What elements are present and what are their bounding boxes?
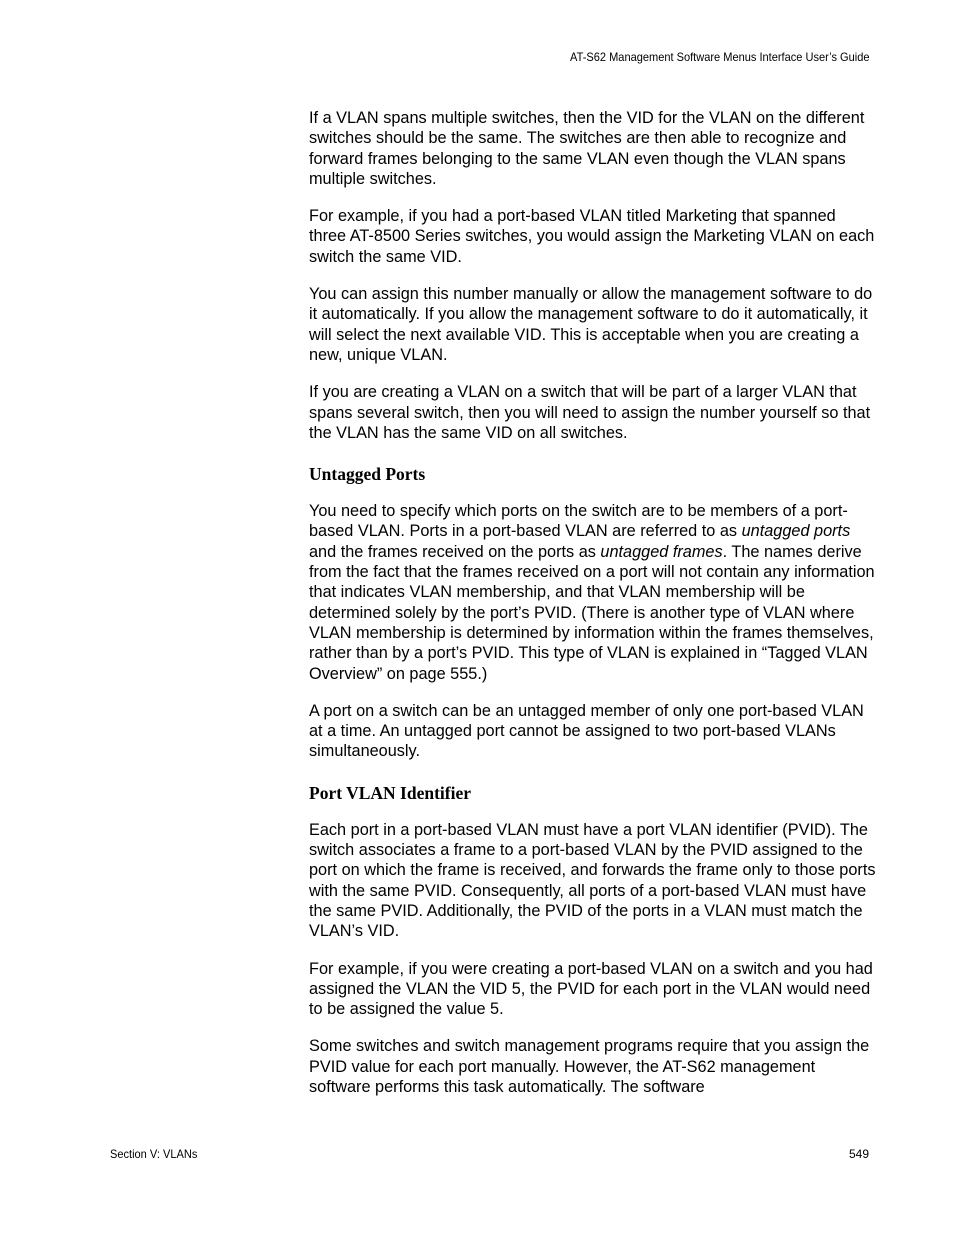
running-header: AT-S62 Management Software Menus Interface User’s Guide	[569, 50, 869, 64]
text-run: You need to specify which ports on the switch are to be members of a port-based VLAN. Ports in a port-based VLAN are referred to as	[309, 502, 848, 541]
paragraph-one-port-based-vlan: A port on a switch can be an untagged member of only one port-based VLAN at a time. An untagged port cannot be assigned to two port-based VLANs simultaneously.	[309, 701, 864, 761]
footer-page-number: 549	[848, 1147, 869, 1161]
paragraph-assign-manually: You can assign this number manually or allow the management software to do it automatically. If you allow the management software to do it automatically, it will select the next available VID. This is acceptable when you are creating a new, unique VLAN.	[309, 285, 873, 364]
text-run: . The names derive from the fact that the frames received on a port will not contain any information that indicates VLAN membership, and that VLAN membership will be determined solely by the port’s PVID. (There is another type of VLAN where VLAN membership is determined by information within the frames themselves, rather than by a port’s PVID. This type of VLAN is explained in “Tagged VLAN Overview” on page 555.)	[309, 542, 875, 683]
heading-untagged-ports: Untagged Ports	[309, 464, 426, 485]
paragraph-marketing-example: For example, if you had a port-based VLAN titled Marketing that spanned three AT-8500 Series switches, you would assign the Marketing VLAN on each switch the same VID.	[309, 207, 875, 266]
emphasis-untagged-ports: untagged ports	[741, 522, 851, 541]
paragraph-pvid: Each port in a port-based VLAN must have a port VLAN identifier (PVID). The switch associates a frame to a port-based VLAN by the PVID assigned to the port on which the frame is received, and forwards the frame only to those ports with the same PVID. Consequently, all ports of a port-based VLAN must have the same PVID. Additionally, the PVID of the ports in a VLAN must match the VLAN’s VID.	[309, 820, 876, 941]
paragraph-vid5-example: For example, if you were creating a port-based VLAN on a switch and you had assigned the VLAN the VID 5, the PVID for each port in the VLAN would need to be assigned the value 5.	[309, 959, 873, 1019]
text-run: and the frames received on the ports as	[309, 542, 601, 561]
emphasis-untagged-frames: untagged frames	[600, 542, 723, 561]
paragraph-larger-vlan: If you are creating a VLAN on a switch that will be part of a larger VLAN that spans several switch, then you will need to assign the number yourself so that the VLAN has the same VID on all switches.	[309, 383, 871, 442]
paragraph-vid-multiple-switches: If a VLAN spans multiple switches, then the VID for the VLAN on the different switches should be the same. The switches are then able to recognize and forward frames belonging to the same VLAN even though the VLAN spans multiple switches.	[309, 109, 865, 188]
footer-section: Section V: VLANs	[110, 1147, 198, 1161]
heading-port-vlan-identifier: Port VLAN Identifier	[309, 782, 472, 803]
paragraph-untagged-ports	[309, 501, 877, 684]
page-body	[309, 108, 877, 1114]
paragraph-automatic-pvid: Some switches and switch management programs require that you assign the PVID value for each port manually. However, the AT-S62 management software performs this task automatically. The software	[309, 1037, 870, 1096]
